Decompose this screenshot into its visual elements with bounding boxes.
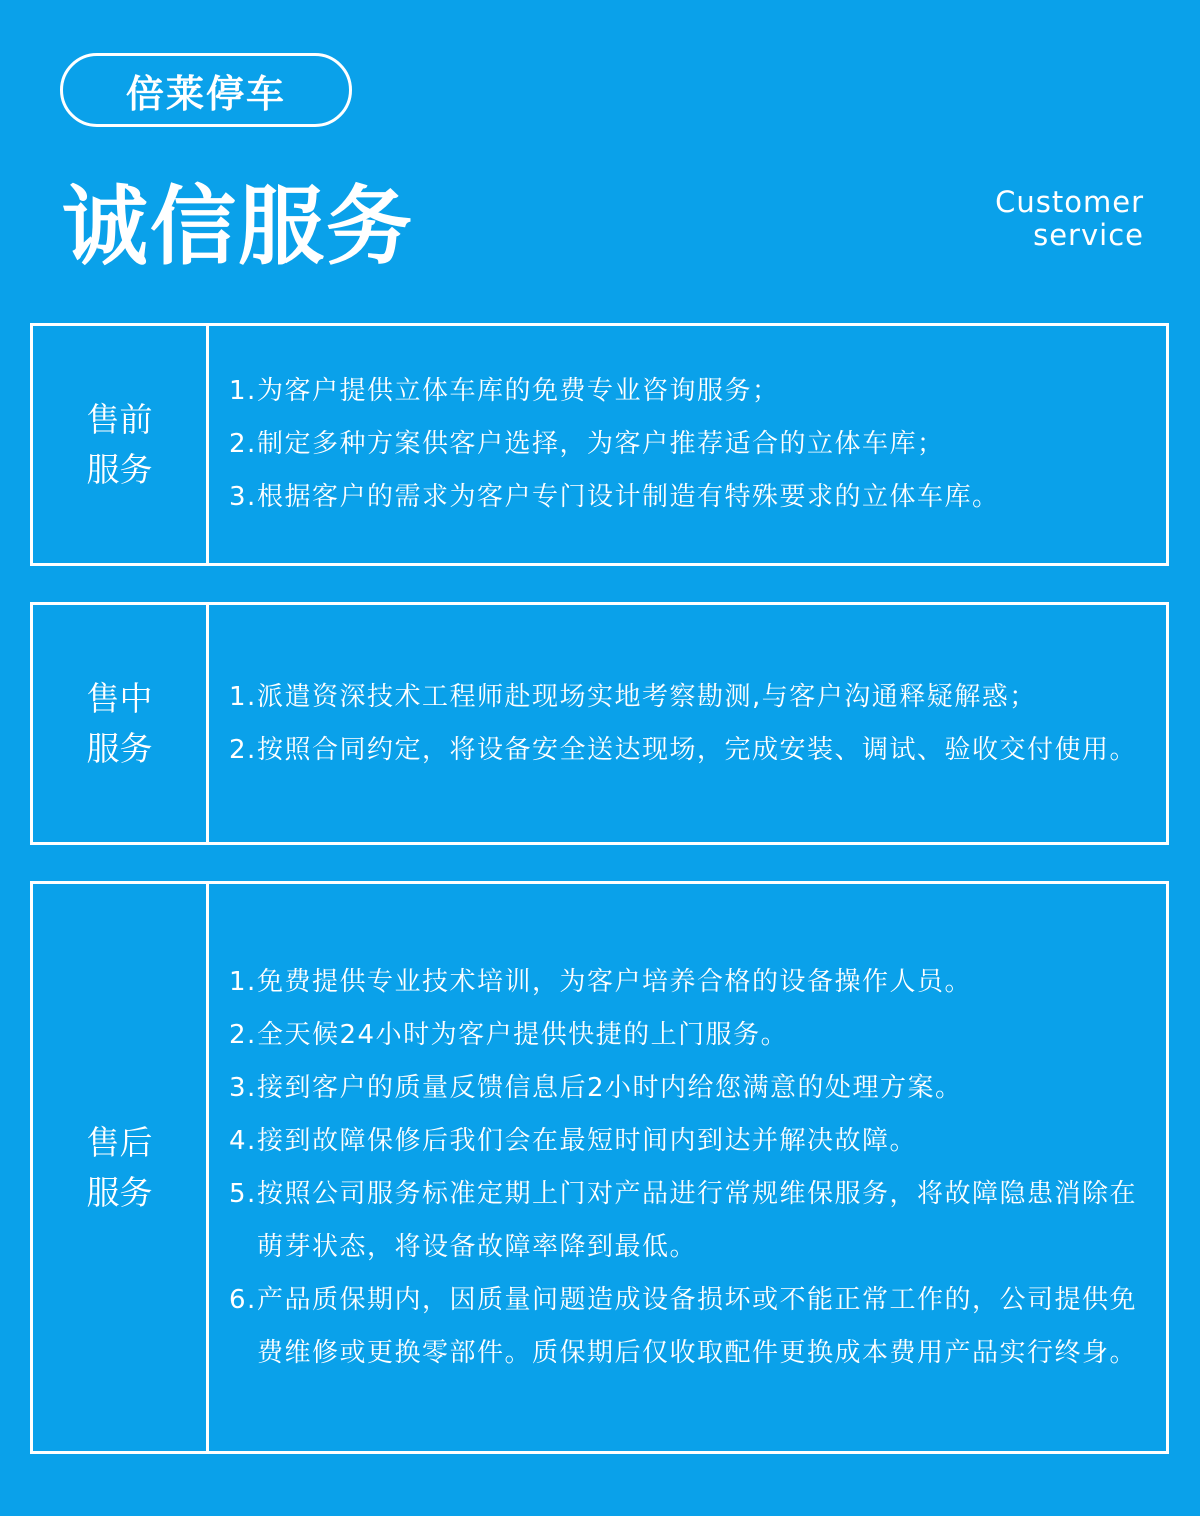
in-sale-label-line-2: 服务	[86, 728, 153, 768]
subtitle-line-1: Customer	[995, 185, 1144, 219]
pre-sale-label-line-2: 服务	[86, 449, 153, 489]
in-sale-panel	[30, 602, 1169, 845]
item-text: 为客户提供立体车库的免费专业咨询服务；	[257, 376, 780, 406]
item-text: 接到故障保修后我们会在最短时间内到达并解决故障。	[257, 1125, 918, 1156]
after-sale-label	[33, 884, 209, 1451]
item-number: 2.	[229, 429, 257, 459]
list-item	[229, 956, 1142, 1009]
item-number: 6.	[229, 1284, 257, 1315]
pre-sale-label	[33, 326, 209, 563]
item-number: 1.	[229, 376, 257, 406]
item-text: 派遣资深技术工程师赴现场实地考察勘测,与客户沟通释疑解惑；	[257, 681, 1037, 712]
pre-sale-label-line-1: 售前	[86, 399, 153, 439]
list-item	[229, 365, 1142, 418]
list-item	[229, 1115, 1142, 1168]
item-number: 5.	[229, 1178, 257, 1209]
list-item	[229, 671, 1142, 724]
item-number: 1.	[229, 681, 257, 712]
item-number: 4.	[229, 1125, 257, 1156]
item-text: 根据客户的需求为客户专门设计制造有特殊要求的立体车库。	[257, 482, 1000, 512]
pre-sale-list	[209, 326, 1166, 563]
item-number: 1.	[229, 966, 257, 997]
item-text: 按照公司服务标准定期上门对产品进行常规维保服务，将故障隐患消除在萌芽状态，将设备故障率降到最低。	[257, 1178, 1138, 1262]
item-number: 3.	[229, 482, 257, 512]
list-item	[229, 418, 1142, 471]
list-item	[229, 1062, 1142, 1115]
page-title: 诚信服务	[62, 177, 414, 277]
item-text: 免费提供专业技术培训，为客户培养合格的设备操作人员。	[257, 966, 973, 997]
list-item	[229, 471, 1142, 524]
item-number: 2.	[229, 1019, 257, 1050]
after-sale-label-line-1: 售后	[86, 1122, 153, 1162]
after-sale-label-line-2: 服务	[86, 1172, 153, 1212]
item-text: 全天候24小时为客户提供快捷的上门服务。	[257, 1019, 789, 1050]
pre-sale-panel	[30, 323, 1169, 566]
item-text: 接到客户的质量反馈信息后2小时内给您满意的处理方案。	[257, 1072, 963, 1103]
item-number: 2.	[229, 734, 257, 765]
in-sale-list	[209, 605, 1166, 842]
item-text: 产品质保期内，因质量问题造成设备损坏或不能正常工作的，公司提供免费维修或更换零部件。质保期后仅收取配件更换成本费用产品实行终身。	[257, 1284, 1138, 1368]
list-item	[229, 1274, 1142, 1380]
brand-badge: 倍莱停车	[60, 53, 352, 127]
item-number: 3.	[229, 1072, 257, 1103]
in-sale-label-line-1: 售中	[86, 678, 153, 718]
after-sale-panel	[30, 881, 1169, 1454]
item-text: 制定多种方案供客户选择，为客户推荐适合的立体车库；	[257, 429, 945, 459]
english-subtitle	[995, 186, 1144, 252]
in-sale-label	[33, 605, 209, 842]
subtitle-line-2: service	[1033, 218, 1144, 252]
item-text: 按照合同约定，将设备安全送达现场，完成安装、调试、验收交付使用。	[257, 734, 1138, 765]
list-item	[229, 724, 1142, 777]
after-sale-list	[209, 884, 1166, 1451]
list-item	[229, 1168, 1142, 1274]
list-item	[229, 1009, 1142, 1062]
